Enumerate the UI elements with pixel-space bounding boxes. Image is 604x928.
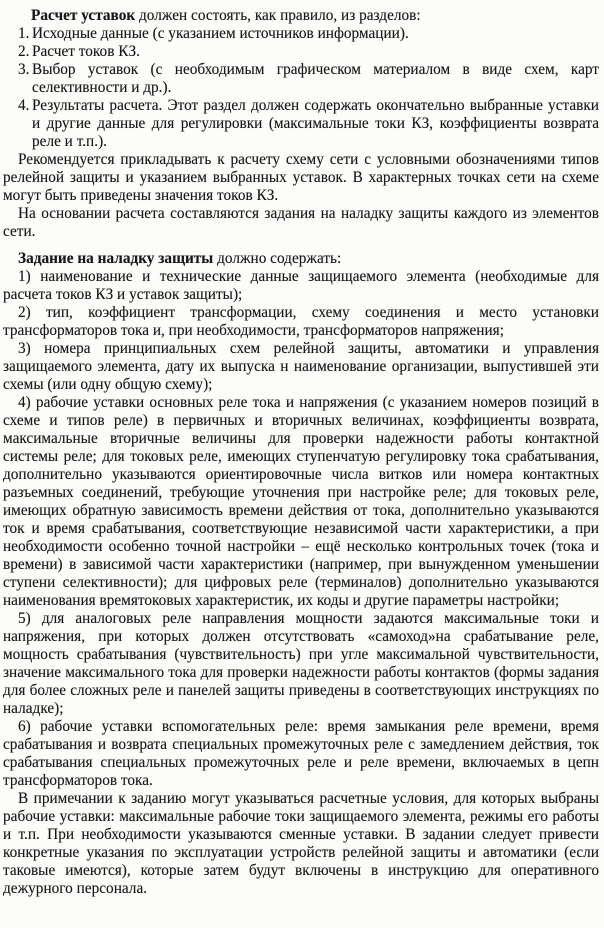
intro-lead-bold: Расчет уставок (31, 7, 136, 24)
task-lead-bold: Задание на наладку защиты (18, 250, 214, 267)
list-item (18, 61, 599, 97)
task-item-6: 6) рабочие уставки вспомогательных реле: время замыкания реле времени, время срабатывания и возврата специальных промежуточных реле с замедлением действия, ток срабатывания специальных промежуточных реле и реле времени, включаемых в цепн трансформаторов тока. (3, 718, 599, 789)
list-item-marker: 3. (18, 61, 30, 78)
task-item-2: 2) тип, коэффициент трансформации, схему соединения и место установки трансформаторов тока и, при необходимости, трансформаторов напряжения; (3, 304, 599, 339)
list-item-text: Расчет токов КЗ. (32, 43, 140, 60)
list-item-text: Результаты расчета. Этот раздел должен содержать окончательно выбранные уставки и другие данные для регулировки (максимальные токи КЗ, коэффициенты возврата реле и т.п.). (32, 97, 599, 150)
list-item-marker: 4. (18, 97, 30, 114)
intro-paragraph (3, 7, 599, 25)
intro-text: должен состоять, как правило, из разделов: (135, 7, 421, 24)
paragraph-basis: На основании расчета составляются задания на наладку защиты каждого из элементов сети. (3, 205, 599, 240)
task-item-5: 5) для аналоговых реле направления мощности задаются максимальные токи и напряжения, при которых должен отсутствовать «самоход»на срабатывание реле, мощность срабатывания (чувствительность) при угле максимальной чувствительности, значение максимального тока для проверки надежности работы контактов (формы задания для более сложных реле и панелей защиты приведены в соответствующих инструкциях по наладке); (3, 610, 599, 717)
report-sections-list (3, 25, 599, 151)
list-item (18, 25, 599, 43)
task-item-3: 3) номера принципиальных схем релейной защиты, автоматики и управления защищаемого элемента, дату их выпуска н наименование организации, выпустившей эти схемы (или одну общую схему); (3, 340, 599, 393)
task-text: должно содержать: (213, 250, 342, 267)
list-item-text: Исходные данные (с указанием источников информации). (32, 25, 409, 42)
paragraph-note: В примечании к заданию могут указываться расчетные условия, для которых выбраны рабочие уставки: максимальные рабочие токи защищаемого элемента, режимы его работы и т.п. При необходимости указываются сменные уставки. В задании следует привести конкретные указания по эксплуатации устройств релейной защиты и автоматики (если таковые имеются), которые затем будут включены в инструкцию для оперативного дежурного персонала. (3, 790, 599, 897)
list-item (18, 97, 599, 151)
list-item (18, 43, 599, 61)
task-item-1: 1) наименование и технические данные защищаемого элемента (необходимые для расчета токов КЗ и уставок защиты); (3, 268, 599, 303)
task-heading-paragraph (3, 250, 599, 268)
list-item-marker: 2. (18, 43, 30, 60)
paragraph-recommendation: Рекомендуется прикладывать к расчету схему сети с условными обозначениями типов релейной защиты и указанием выбранных уставок. В характерных точках сети на схеме могут быть приведены значения токов КЗ. (3, 151, 599, 204)
list-item-marker: 1. (18, 25, 30, 42)
list-item-text: Выбор уставок (с необходимым графическом материалом в виде схем, карт селективности и др.). (32, 61, 599, 96)
task-item-4: 4) рабочие уставки основных реле тока и напряжения (с указанием номеров позиций в схеме и типов реле) в первичных и вторичных величинах, коэффициенты возврата, максимальные вторичные величины для проверки надежности работы контактной системы реле; для токовых реле, имеющих ступенчатую регулировку тока срабатывания, дополнительно указываются ориентировочные числа витков или номера контактных разъемных соединений, требующие уточнения при настройке реле; для токовых реле, имеющих обратную зависимость времени действия от тока, дополнительно указываются ток и время срабатывания, соответствующие независимой части характеристики, а при необходимости особенно точной настройки – ещё несколько контрольных точек (тока и времени) в зависимой части характеристики (например, при вынужденном уменьшении ступени селективности); для цифровых реле (терминалов) дополнительно указываются наименования времятоковых характеристик, их коды и другие параметры настройки; (3, 394, 599, 609)
